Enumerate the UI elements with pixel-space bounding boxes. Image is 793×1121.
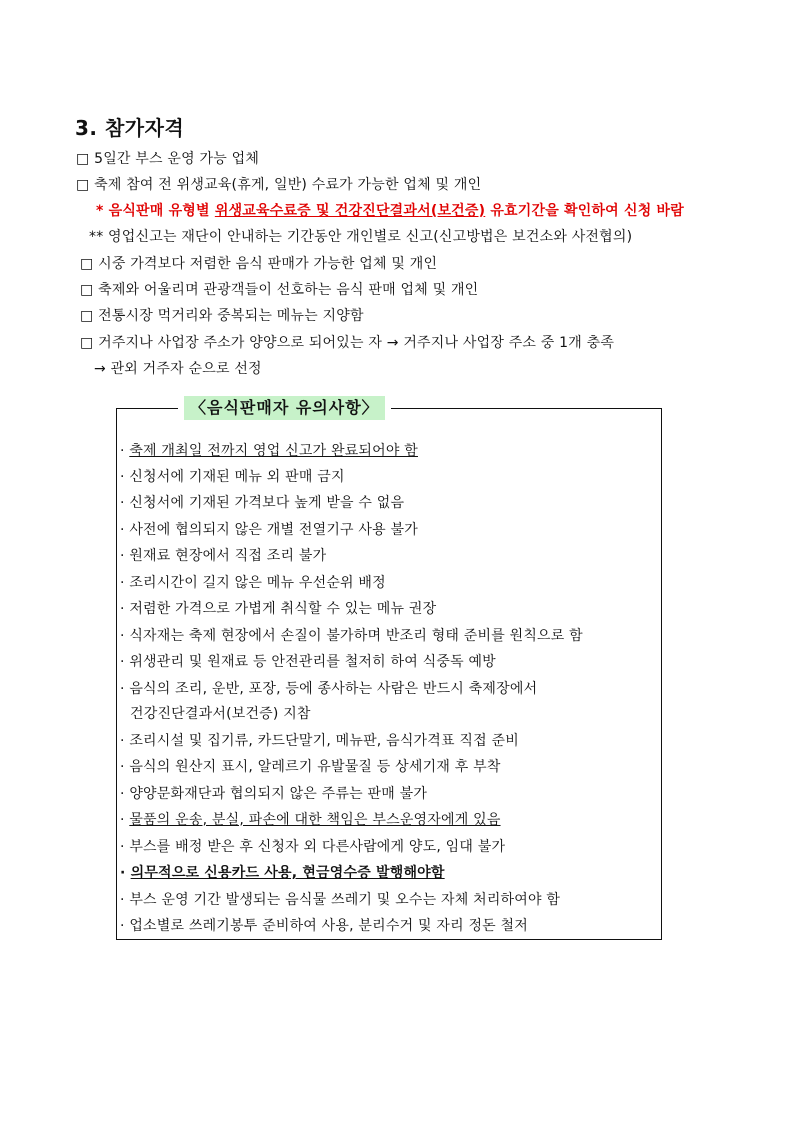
requirement-2-note2: ** 영업신고는 재단이 안내하는 기간동안 개인별로 신고(신고방법은 보건소와 사전협의) [89, 229, 633, 245]
requirement-6-text: 거주지나 사업장 주소가 양양으로 되어있는 자 → 거주지나 사업장 주소 중 1개 충족 [98, 335, 615, 351]
notice-item: · 위생관리 및 원재료 등 안전관리를 철저히 하여 식중독 예방 [120, 654, 496, 670]
notice-item: · 조리시간이 길지 않은 메뉴 우선순위 배정 [120, 575, 386, 591]
notice-part-a: 음식판매 유형별 [108, 203, 210, 219]
notice-item: · 축제 개최일 전까지 영업 신고가 완료되어야 함 [120, 443, 418, 459]
notice-item: · 부스를 배정 받은 후 신청자 외 다른사람에게 양도, 임대 불가 [120, 839, 506, 855]
notice-item-continued: 건강진단결과서(보건증) 지참 [130, 706, 311, 722]
notice-part-b: 위생교육수료증 및 건강진단결과서(보건증) [214, 203, 486, 219]
requirement-5-text: 전통시장 먹거리와 중복되는 메뉴는 지양함 [98, 308, 364, 324]
bullet-icon: · [120, 733, 125, 749]
bullet-icon: · [120, 892, 125, 908]
notice-item: · 저렴한 가격으로 가볍게 취식할 수 있는 메뉴 권장 [120, 601, 437, 617]
requirement-5 [80, 305, 364, 325]
notice-item: · 음식의 원산지 표시, 알레르기 유발물질 등 상세기재 후 부착 [120, 759, 501, 775]
checkbox-icon: □ [76, 177, 90, 193]
bullet-icon: · [120, 865, 126, 881]
requirement-6-continued: → 관외 거주자 순으로 선정 [94, 361, 262, 377]
requirement-4-text: 축제와 어울리며 관광객들이 선호하는 음식 판매 업체 및 개인 [98, 282, 479, 298]
notice-item: · 음식의 조리, 운반, 포장, 등에 종사하는 사람은 반드시 축제장에서 [120, 681, 538, 697]
notice-item: · 부스 운영 기간 발생되는 음식물 쓰레기 및 오수는 자체 처리하여야 함 [120, 892, 561, 908]
asterisk-mark: * [96, 203, 104, 219]
bullet-icon: · [120, 443, 125, 459]
bullet-icon: · [120, 575, 125, 591]
checkbox-icon: □ [80, 256, 94, 272]
notice-item: · 양양문화재단과 협의되지 않은 주류는 판매 불가 [120, 786, 428, 802]
notice-item: · 물품의 운송, 분실, 파손에 대한 책임은 부스운영자에게 있음 [120, 812, 501, 828]
checkbox-icon: □ [76, 151, 90, 167]
bullet-icon: · [120, 628, 125, 644]
notice-item: · 신청서에 기재된 가격보다 높게 받을 수 없음 [120, 495, 405, 511]
bullet-icon: · [120, 654, 125, 670]
bullet-icon: · [120, 495, 125, 511]
bullet-icon: · [120, 469, 125, 485]
requirement-2 [76, 174, 481, 194]
checkbox-icon: □ [80, 282, 94, 298]
checkbox-icon: □ [80, 308, 94, 324]
notice-box [116, 408, 662, 940]
bullet-icon: · [120, 786, 125, 802]
notice-item: · 원재료 현장에서 직접 조리 불가 [120, 548, 327, 564]
bullet-icon: · [120, 681, 125, 697]
requirement-4 [80, 279, 478, 299]
notice-item: · 사전에 협의되지 않은 개별 전열기구 사용 불가 [120, 522, 418, 538]
requirement-2-text: 축제 참여 전 위생교육(휴게, 일반) 수료가 가능한 업체 및 개인 [94, 177, 482, 193]
notice-part-c: 유효기간을 확인하여 신청 바람 [490, 203, 684, 219]
requirement-1 [76, 148, 259, 168]
notice-item: · 업소별로 쓰레기봉투 준비하여 사용, 분리수거 및 자리 정돈 철저 [120, 918, 528, 934]
requirement-1-text: 5일간 부스 운영 가능 업체 [94, 151, 260, 167]
bullet-icon: · [120, 812, 125, 828]
bullet-icon: · [120, 522, 125, 538]
bullet-icon: · [120, 601, 125, 617]
requirement-6 [80, 332, 614, 352]
notice-item: · 식자재는 축제 현장에서 손질이 불가하며 반조리 형태 준비를 원칙으로 함 [120, 628, 583, 644]
bullet-icon: · [120, 759, 125, 775]
notice-title: 〈음식판매자 유의사항〉 [184, 396, 385, 420]
requirement-3 [80, 253, 437, 273]
notice-title-wrap [178, 396, 391, 420]
notice-item: · 조리시설 및 집기류, 카드단말기, 메뉴판, 음식가격표 직접 준비 [120, 733, 519, 749]
requirement-2-notice [96, 200, 684, 220]
bullet-icon: · [120, 839, 125, 855]
bullet-icon: · [120, 918, 125, 934]
notice-item: · 의무적으로 신용카드 사용, 현금영수증 발행해야함 [120, 865, 445, 881]
requirement-3-text: 시중 가격보다 저렴한 음식 판매가 가능한 업체 및 개인 [98, 256, 438, 272]
notice-item: · 신청서에 기재된 메뉴 외 판매 금지 [120, 469, 345, 485]
bullet-icon: · [120, 548, 125, 564]
checkbox-icon: □ [80, 335, 94, 351]
section-title: 3. 참가자격 [75, 116, 185, 140]
